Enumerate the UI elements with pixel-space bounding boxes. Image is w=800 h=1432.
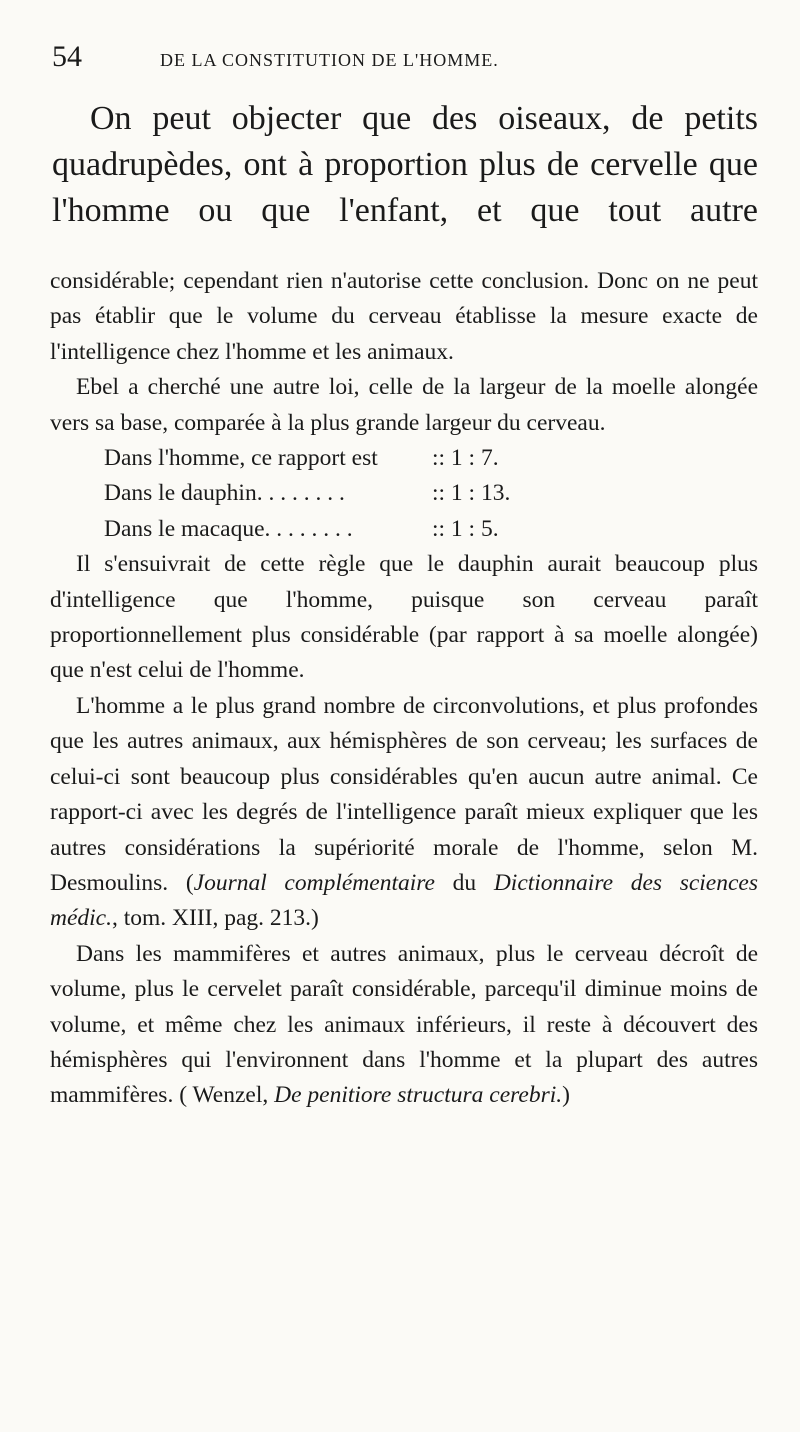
- work-title: De penitiore structura cerebri.: [274, 1082, 563, 1109]
- paragraph-4-text: L'homme a le plus grand nombre de circonvolutions, et plus profondes que les autres animaux, aux hémisphères de son cerveau; les surfaces de celui-ci sont beaucoup plus considérables qu'en aucun autre animal. Ce rapport-ci avec les degrés de l'intelligence paraît mieux expliquer que les autres considérations la supériorité morale de l'homme, selon M. Desmoulins. (: [50, 692, 758, 896]
- paragraph-5-text: Dans les mammifères et autres animaux, plus le cerveau décroît de volume, plus le cervelet paraît considérable, parcequ'il diminue moins de volume, et même chez les animaux inférieurs, il reste à découvert des hémisphères qui l'environnent dans l'homme et la plupart des autres mammifères. ( Wenzel,: [50, 940, 758, 1109]
- paragraph-4-du: du: [434, 869, 494, 896]
- citation-end: , tom. XIII, pag. 213.): [112, 905, 319, 932]
- journal-title: Journal complémentaire: [193, 869, 435, 896]
- ratio-list: [50, 441, 758, 547]
- ratio-label: Dans le dauphin. . . . . . . .: [104, 480, 345, 507]
- paragraph-1: considérable; cependant rien n'autorise cette conclusion. Donc on ne peut pas établir que le volume du cerveau établisse la mesure exacte de l'intelligence chez l'homme et les animaux.: [50, 268, 758, 365]
- ratio-value: :: 1 : 7.: [432, 445, 499, 472]
- ratio-label: Dans l'homme, ce rapport est: [104, 445, 378, 472]
- paragraph-5: [50, 937, 758, 1114]
- intro-paragraph: On peut objecter que des oiseaux, de petits quadrupèdes, ont à proportion plus de cervelle que l'homme ou que l'enfant, et que tout autre: [52, 100, 758, 229]
- dictionary-title: Dictionnaire des sciences médic.: [50, 869, 758, 932]
- ratio-row: [50, 476, 758, 511]
- paragraph-3: Il s'ensuivrait de cette règle que le dauphin aurait beaucoup plus d'intelligence que l'homme, puisque son cerveau paraît proportionnellement plus considérable (par rapport à sa moelle alongée) que n'est celui de l'homme.: [50, 551, 758, 684]
- ratio-row: [50, 512, 758, 547]
- running-head: DE LA CONSTITUTION DE L'HOMME.: [160, 50, 499, 70]
- ratio-row: [50, 441, 758, 476]
- ratio-label: Dans le macaque. . . . . . . .: [104, 515, 353, 542]
- page-number: 54: [52, 40, 82, 73]
- page-header: [52, 40, 752, 80]
- body-text: [50, 264, 758, 1114]
- paragraph-5-close: ): [562, 1082, 570, 1109]
- paragraph-4: [50, 689, 758, 937]
- ratio-value: :: 1 : 13.: [432, 480, 511, 507]
- paragraph-2: Ebel a cherché une autre loi, celle de la largeur de la moelle alongée vers sa base, comparée à la plus grande largeur du cerveau.: [50, 374, 758, 436]
- ratio-value: :: 1 : 5.: [432, 515, 499, 542]
